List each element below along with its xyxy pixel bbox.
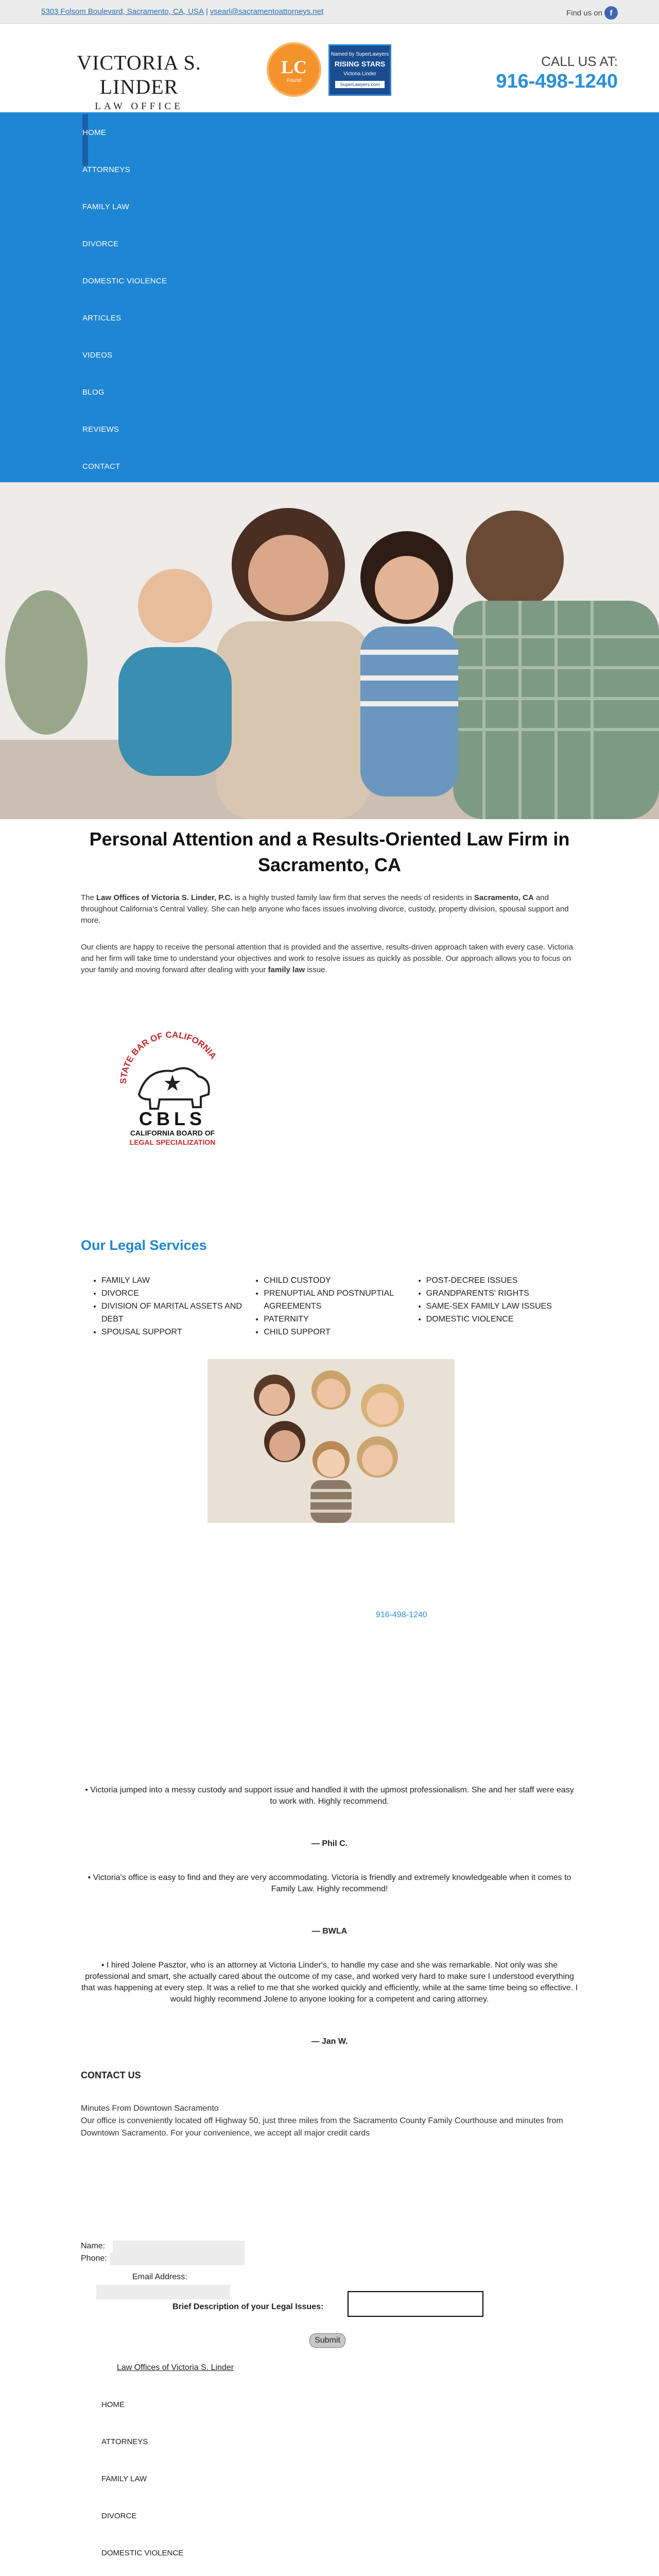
intro-firm-name: Law Offices of Victoria S. Linder, P.C. [96, 893, 233, 902]
service-item[interactable]: • DIVISION OF MARITAL ASSETS AND DEBT [101, 1300, 253, 1326]
intro-text: and throughout California's Central Valley. She can help anyone who faces issues involving divorce, custody, property division, spousal support and more. [81, 893, 569, 925]
nav-link[interactable]: CONTACT [82, 462, 120, 471]
service-item[interactable]: • DIVORCE [101, 1287, 253, 1300]
intro-text: The [81, 893, 97, 902]
services-col-3 [416, 1274, 578, 1338]
service-item[interactable]: • SPOUSAL SUPPORT [101, 1326, 253, 1338]
service-item[interactable]: • GRANDPARENTS' RIGHTS [426, 1287, 578, 1300]
site-header [0, 24, 659, 112]
lc-badge [267, 42, 321, 97]
header-phone[interactable]: 916-498-1240 [496, 71, 618, 92]
nav-item-blog[interactable] [82, 387, 167, 425]
find-us [566, 6, 618, 20]
contact-section [81, 2070, 578, 2140]
service-item[interactable]: • PATERNITY [264, 1313, 415, 1326]
site-logo[interactable] [41, 50, 237, 112]
footer-nav-home[interactable]: HOME [101, 2400, 125, 2409]
contact-form [81, 2242, 578, 2372]
contact-info [41, 7, 323, 16]
certification-seal [111, 1027, 234, 1151]
email-field[interactable] [96, 2285, 230, 2299]
nav-link[interactable]: VIDEOS [82, 351, 113, 360]
bear-seal-icon [111, 1027, 234, 1151]
contact-heading: CONTACT US [81, 2070, 141, 2080]
seal-letters: CBLS [139, 1108, 206, 1129]
testimonial-author: — BWLA [311, 1927, 348, 1936]
hero-family-illustration [0, 482, 659, 819]
logo-subtitle: LAW OFFICE [95, 101, 183, 112]
rising-stars-badge[interactable] [328, 44, 391, 96]
description-textarea[interactable] [348, 2291, 483, 2317]
intro-text: issue. [305, 965, 327, 974]
services-heading: Our Legal Services [81, 1238, 207, 1253]
nav-link[interactable]: DIVORCE [82, 240, 119, 248]
nav-link[interactable]: ATTORNEYS [82, 165, 130, 174]
service-item[interactable]: • CHILD CUSTODY [264, 1274, 415, 1287]
phone-field[interactable] [110, 2253, 245, 2265]
nav-item-domestic-violence[interactable] [82, 276, 167, 313]
footer-nav-attorneys[interactable]: ATTORNEYS [101, 2437, 148, 2446]
testimonial-body: I hired Jolene Pasztor, who is an attorney at Victoria Linder's, to handle my case and she was remarkable. Not only was she professional and smart, she actually cared about the outcome of my case, and worked very hard to make sure I understood everything that was happening at every step. It was a relief to me that she worked quickly and efficiently, while at the same time being so effective. I would highly recommend Jolene to anyone looking for a competent and caring attorney. [81, 1961, 578, 2004]
top-bar [0, 0, 659, 24]
footer-nav [81, 2400, 578, 2576]
services-col-2 [253, 1274, 415, 1338]
nav-link[interactable]: ARTICLES [82, 314, 122, 323]
rising-stars-top: Named by SuperLawyers [331, 52, 389, 57]
legal-services [81, 1238, 578, 1338]
service-item[interactable]: • SAME-SEX FAMILY LAW ISSUES [426, 1300, 578, 1313]
nav-item-home[interactable] [82, 128, 167, 165]
hero-image [0, 482, 659, 819]
name-label: Name: [81, 2242, 106, 2250]
services-col-1 [91, 1274, 253, 1338]
nav-link[interactable]: HOME [82, 128, 107, 137]
lc-badge-sub: Found [286, 77, 302, 83]
email-link[interactable]: vsearl@sacramentoattorneys.net [210, 7, 324, 16]
description-label: Brief Description of your Legal Issues: [172, 2302, 324, 2311]
service-item[interactable]: • FAMILY LAW [101, 1274, 253, 1287]
testimonial-body: Victoria's office is easy to find and they are very accommodating. Victoria is friendly and extremely knowledgeable when it comes to Family Law. Highly recommend! [93, 1873, 571, 1893]
logo-name: VICTORIA S. LINDER [77, 51, 201, 98]
nav-item-videos[interactable] [82, 350, 167, 387]
nav-link[interactable]: BLOG [82, 388, 105, 397]
nav-link[interactable]: DOMESTIC VIOLENCE [82, 277, 167, 285]
intro-text: Our clients are happy to receive the personal attention that is provided and the assertive, results-driven approach taken with every case. Victoria and her firm will take time to understand your objectives and work to resolve issues as quickly as possible. Our approach allows you to focus on your family and moving forward after dealing with your [81, 943, 574, 974]
intro-family-law: family law [268, 965, 305, 974]
family-photo [207, 1359, 455, 1523]
call-us [496, 54, 618, 93]
nav-item-family-law[interactable] [82, 202, 167, 239]
testimonial-author: — Jan W. [311, 2037, 348, 2046]
testimonial-text: • Victoria jumped into a messy custody and support issue and handled it with the upmost professionalism. She and her staff were easy to work with. Highly recommend. [85, 1786, 574, 1806]
contact-description: Our office is conveniently located off Highway 50, just three miles from the Sacramento County Family Courthouse and minutes from Downtown Sacramento. For your convenience, we accept all major credit cards [81, 2116, 563, 2138]
seal-top-text: STATE BAR OF CALIFORNIA [118, 1029, 219, 1084]
testimonial-text: • Victoria's office is easy to find and they are very accommodating. Victoria is friendly and extremely knowledgeable when it comes to Family Law. Highly recommend! [88, 1873, 571, 1893]
separator: | [205, 7, 208, 16]
footer-nav-domestic-violence[interactable]: DOMESTIC VIOLENCE [101, 2549, 184, 2557]
nav-item-reviews[interactable] [82, 425, 167, 462]
nav-link[interactable]: REVIEWS [82, 425, 119, 434]
phone-label: Phone: [81, 2254, 107, 2263]
intro-paragraph-1 [81, 892, 578, 926]
testimonials [81, 1785, 578, 2047]
rising-stars-site: SuperLawyers.com [335, 81, 385, 88]
intro-section [81, 819, 578, 976]
nav-item-articles[interactable] [82, 313, 167, 350]
intro-paragraph-2 [81, 942, 578, 976]
submit-button[interactable]: Submit [309, 2333, 345, 2348]
nav-item-divorce[interactable] [82, 239, 167, 276]
address-link[interactable]: 5303 Folsom Boulevard, Sacramento, CA, USA [41, 7, 204, 16]
name-field[interactable] [113, 2241, 245, 2253]
service-item[interactable]: • POST-DECREE ISSUES [426, 1274, 578, 1287]
rising-stars-title: RISING STARS [334, 60, 386, 68]
contact-subheading: Minutes From Downtown Sacramento [81, 2104, 219, 2113]
find-us-label: Find us on [566, 8, 602, 18]
footer-nav-divorce[interactable]: DIVORCE [101, 2512, 137, 2520]
family-lying-illustration [207, 1359, 455, 1523]
page-title: Personal Attention and a Results-Oriented Law Firm in Sacramento, CA [89, 828, 570, 875]
call-us-label: CALL US AT: [541, 54, 618, 69]
testimonial-body: Victoria jumped into a messy custody and support issue and handled it with the upmost professionalism. She and her staff were easy to work with. Highly recommend. [90, 1786, 574, 1806]
seal-line-1: CALIFORNIA BOARD OF [130, 1129, 215, 1137]
intro-text: is a highly trusted family law firm that serves the needs of residents in [232, 893, 474, 902]
intro-city: Sacramento, CA [474, 893, 534, 902]
phone-link[interactable]: 916-498-1240 [376, 1611, 427, 1619]
service-item[interactable]: • CHILD SUPPORT [264, 1326, 415, 1338]
facebook-icon[interactable]: f [604, 6, 618, 20]
rising-stars-name: Victoria Linder [343, 71, 376, 77]
nav-item-attorneys[interactable] [82, 165, 167, 202]
contact-text [81, 2103, 578, 2140]
service-item[interactable]: • PRENUPTIAL AND POSTNUPTIAL AGREEMENTS [264, 1287, 415, 1313]
service-item[interactable]: • DOMESTIC VIOLENCE [426, 1313, 578, 1326]
main-nav [0, 112, 659, 482]
testimonial-text: • I hired Jolene Pasztor, who is an attorney at Victoria Linder's, to handle my case and she was remarkable. Not only was she professional and smart, she actually cared about the outcome of my case, and worked very hard to make sure I understood everything that was happening at every step. It was a relief to me that she worked quickly and efficiently, while at the same time being so effective. I would highly recommend Jolene to anyone looking for a competent and caring attorney. [81, 1961, 578, 2004]
lc-badge-letters: LC [281, 56, 307, 77]
firm-link[interactable]: Law Offices of Victoria S. Linder [117, 2363, 234, 2372]
testimonial-author: — Phil C. [311, 1839, 348, 1848]
email-label: Email Address: [132, 2273, 187, 2281]
footer-nav-family-law[interactable]: FAMILY LAW [101, 2475, 147, 2483]
nav-link[interactable]: FAMILY LAW [82, 202, 130, 211]
seal-line-2: LEGAL SPECIALIZATION [129, 1138, 216, 1146]
